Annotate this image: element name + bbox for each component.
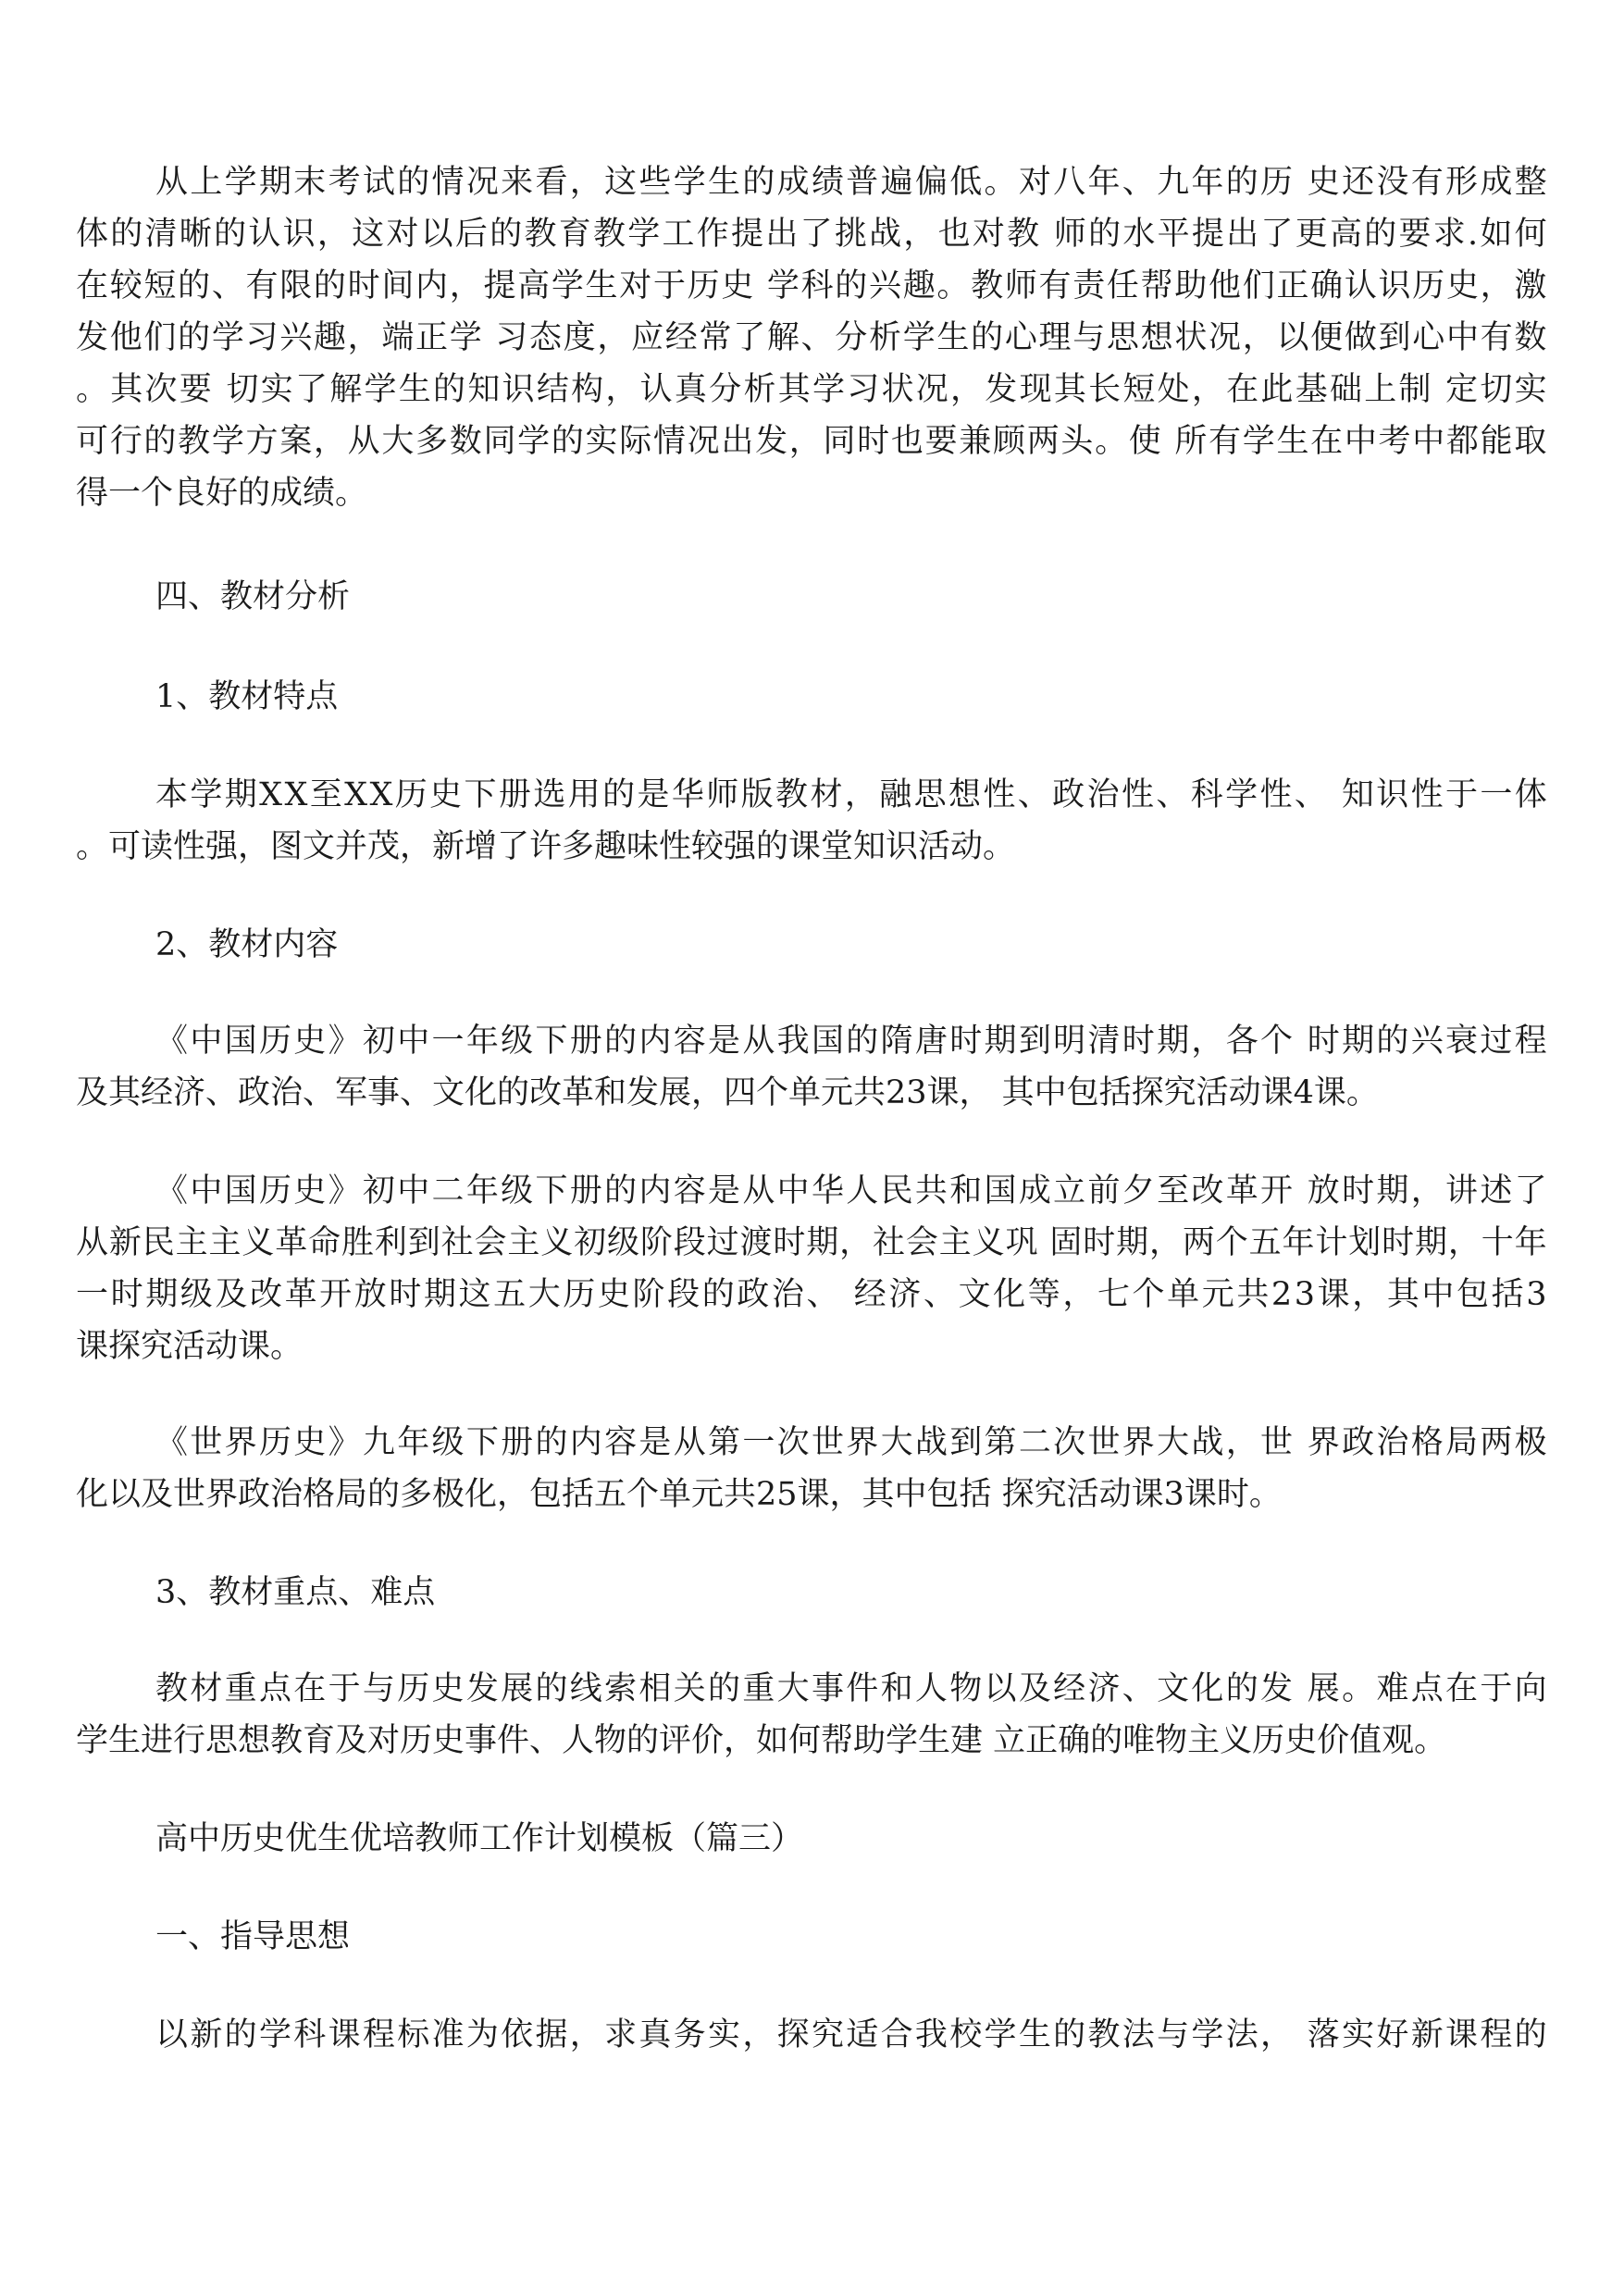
- paragraph-line: 及其经济、政治、军事、文化的改革和发展，四个单元共23课， 其中包括探究活动课4课。: [76, 1074, 1379, 1111]
- paragraph-line: 可 行 的 教 学 方 案 ， 从 大 多 数 同 学 的 实 际 情 况 出 发 ， 同 时 也 要 兼 顾 两 头 。 使 所 有 学 生 在 中 考 中 都 能 取: [76, 423, 1547, 460]
- paragraph-line: 得一个良好的成绩。: [76, 475, 368, 512]
- paragraph-line: 《 世 界 历 史 》 九 年 级 下 册 的 内 容 是 从 第 一 次 世 界 大 战 到 第 二 次 世 界 大 战 ， 世 界 政 治 格 局 两 极: [155, 1424, 1547, 1461]
- paragraph-line: 一 时 期 级 及 改 革 开 放 时 期 这 五 大 历 史 阶 段 的 政 治 、 经 济 、 文 化 等 ， 七 个 单 元 共 2 3 课 ， 其 中 包 括 3: [76, 1276, 1547, 1313]
- subsection-heading: 3、教材重点、难点: [155, 1574, 436, 1611]
- paragraph-line: 《 中 国 历 史 》 初 中 一 年 级 下 册 的 内 容 是 从 我 国 的 隋 唐 时 期 到 明 清 时 期 ， 各 个 时 期 的 兴 衰 过 程: [155, 1023, 1547, 1060]
- paragraph-line: 。可读性强，图文并茂，新增了许多趣味性较强的课堂知识活动。: [76, 828, 1016, 865]
- paragraph-line: 体 的 清 晰 的 认 识 ， 这 对 以 后 的 教 育 教 学 工 作 提 出 了 挑 战 ， 也 对 教 师 的 水 平 提 出 了 更 高 的 要 求 . 如 何: [76, 216, 1547, 253]
- subsection-heading: 1、教材特点: [155, 678, 339, 715]
- paragraph-line: 以 新 的 学 科 课 程 标 准 为 依 据 ， 求 真 务 实 ， 探 究 适 合 我 校 学 生 的 教 法 与 学 法 ， 落 实 好 新 课 程 的: [155, 2016, 1547, 2053]
- document-title: 高中历史优生优培教师工作计划模板（篇三）: [155, 1820, 804, 1857]
- paragraph-line: 在 较 短 的 、 有 限 的 时 间 内 ， 提 高 学 生 对 于 历 史 学 科 的 兴 趣 。 教 师 有 责 任 帮 助 他 们 正 确 认 识 历 史 ， 激: [76, 267, 1547, 304]
- section-heading: 四、教材分析: [155, 578, 351, 615]
- paragraph-line: 《 中 国 历 史 》 初 中 二 年 级 下 册 的 内 容 是 从 中 华 人 民 共 和 国 成 立 前 夕 至 改 革 开 放 时 期 ， 讲 述 了: [155, 1172, 1547, 1210]
- section-heading: 一、指导思想: [155, 1918, 351, 1955]
- paragraph-line: 课探究活动课。: [76, 1328, 304, 1365]
- paragraph-line: 教 材 重 点 在 于 与 历 史 发 展 的 线 索 相 关 的 重 大 事 件 和 人 物 以 及 经 济 、 文 化 的 发 展 。 难 点 在 于 向: [155, 1670, 1547, 1707]
- paragraph-line: 学生进行思想教育及对历史事件、人物的评价，如何帮助学生建 立正确的唯物主义历史价值观。: [76, 1722, 1447, 1759]
- paragraph-line: 发 他 们 的 学 习 兴 趣 ， 端 正 学 习 态 度 ， 应 经 常 了 解 、 分 析 学 生 的 心 理 与 思 想 状 况 ， 以 便 做 到 心 中 有 数: [76, 319, 1547, 356]
- paragraph-line: 。 其 次 要 切 实 了 解 学 生 的 知 识 结 构 ， 认 真 分 析 其 学 习 状 况 ， 发 现 其 长 短 处 ， 在 此 基 础 上 制 定 切 实: [76, 371, 1547, 408]
- paragraph-line: 化以及世界政治格局的多极化，包括五个单元共25课，其中包括 探究活动课3课时。: [76, 1476, 1282, 1513]
- paragraph-line: 从 上 学 期 末 考 试 的 情 况 来 看 ， 这 些 学 生 的 成 绩 普 遍 偏 低 。 对 八 年 、 九 年 的 历 史 还 没 有 形 成 整: [155, 164, 1547, 201]
- paragraph-line: 从 新 民 主 主 义 革 命 胜 利 到 社 会 主 义 初 级 阶 段 过 渡 时 期 ， 社 会 主 义 巩 固 时 期 ， 两 个 五 年 计 划 时 期 ， 十 年: [76, 1224, 1547, 1261]
- paragraph-line: 本 学 期 X X 至 X X 历 史 下 册 选 用 的 是 华 师 版 教 材 ， 融 思 想 性 、 政 治 性 、 科 学 性 、 知 识 性 于 一 体: [155, 776, 1547, 813]
- subsection-heading: 2、教材内容: [155, 926, 339, 963]
